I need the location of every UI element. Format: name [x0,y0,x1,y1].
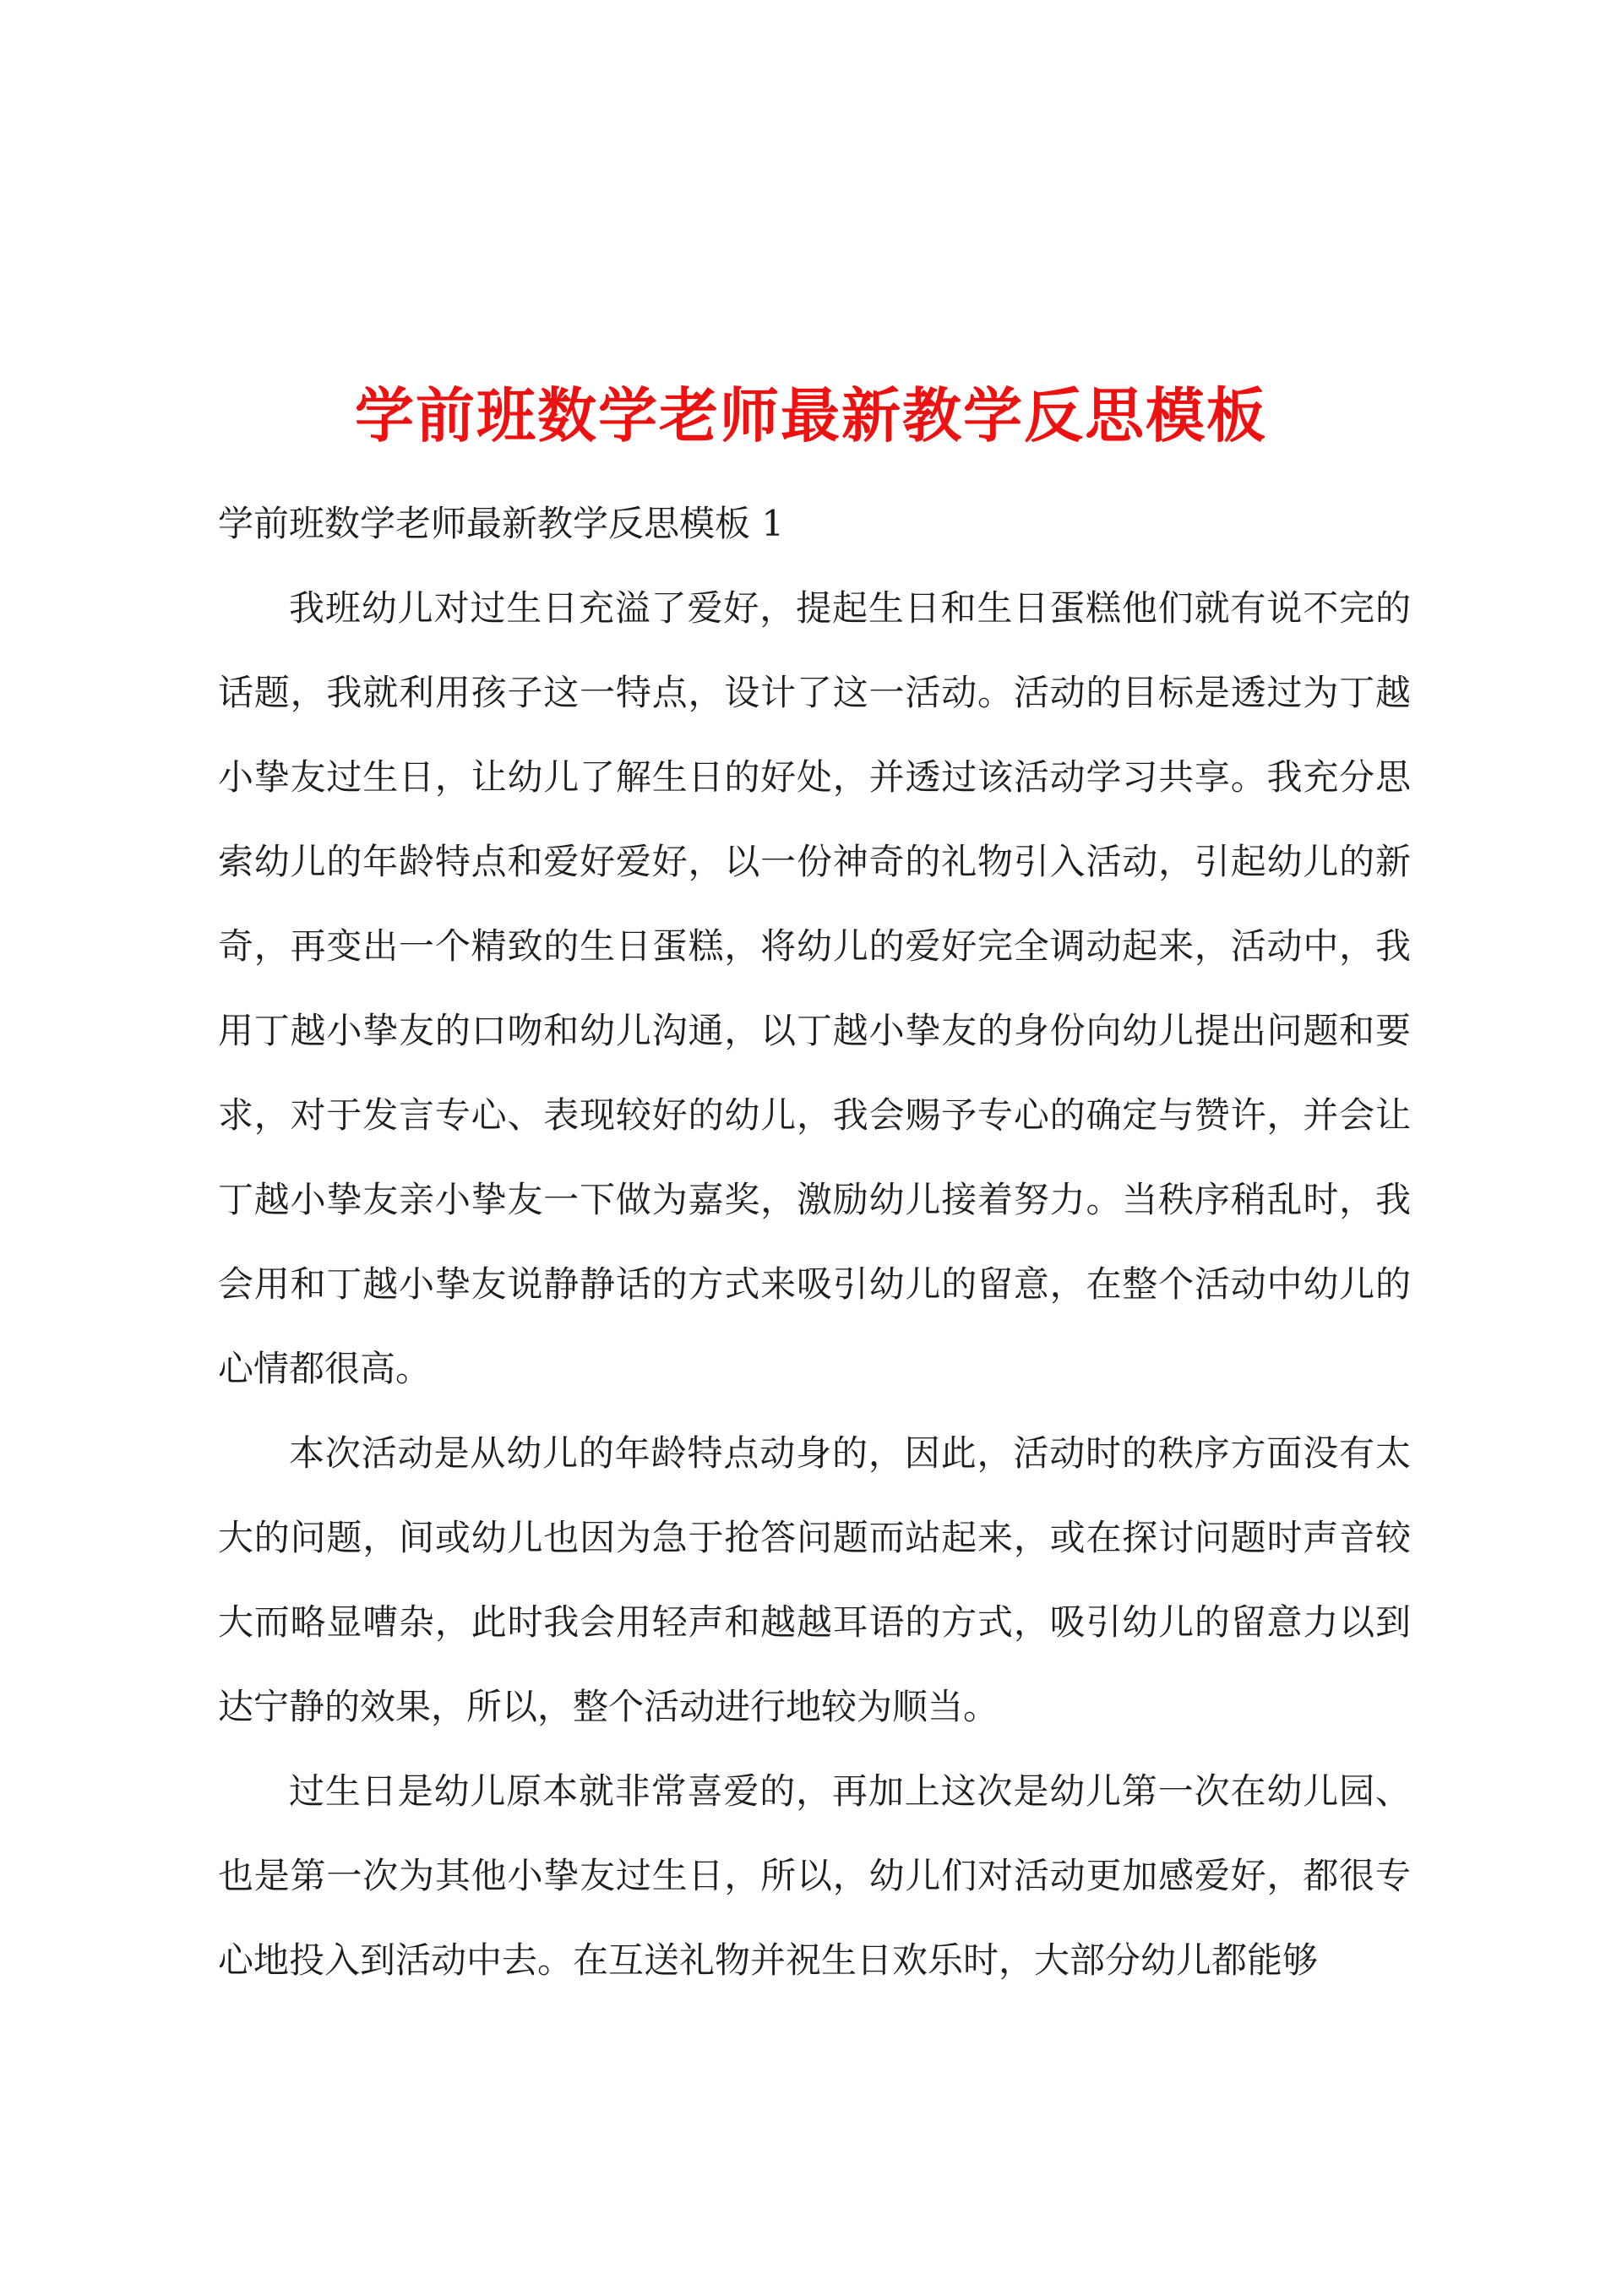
section-subheading: 学前班数学老师最新教学反思模板 1 [218,503,785,544]
paragraph: 我班幼儿对过生日充溢了爱好，提起生日和生日蛋糕他们就有说不完的话题，我就利用孩子这一特点，设计了这一活动。活动的目标是透过为丁越小挚友过生日，让幼儿了解生日的好处，并透过该活动学习共享。我充分思索幼儿的年龄特点和爱好爱好，以一份神奇的礼物引入活动，引起幼儿的新奇，再变出一个精致的生日蛋糕，将幼儿的爱好完全调动起来，活动中，我用丁越小挚友的口吻和幼儿沟通，以丁越小挚友的身份向幼儿提出问题和要求，对于发言专心、表现较好的幼儿，我会赐予专心的确定与赞许，并会让丁越小挚友亲小挚友一下做为嘉奖，激励幼儿接着努力。当秩序稍乱时，我会用和丁越小挚友说静静话的方式来吸引幼儿的留意，在整个活动中幼儿的心情都很高。 [218,587,1411,1389]
document-title: 学前班数学老师最新教学反思模板 [355,379,1267,450]
paragraph: 本次活动是从幼儿的年龄特点动身的，因此，活动时的秩序方面没有太大的问题，间或幼儿也因为急于抢答问题而站起来，或在探讨问题时声音较大而略显嘈杂，此时我会用轻声和越越耳语的方式，吸引幼儿的留意力以到达宁静的效果，所以，整个活动进行地较为顺当。 [218,1432,1411,1727]
paragraph: 过生日是幼儿原本就非常喜爱的，再加上这次是幼儿第一次在幼儿园、也是第一次为其他小挚友过生日，所以，幼儿们对活动更加感爱好，都很专心地投入到活动中去。在互送礼物并祝生日欢乐时，大部分幼儿都能够 [218,1770,1411,1981]
document-body [218,482,1411,2003]
